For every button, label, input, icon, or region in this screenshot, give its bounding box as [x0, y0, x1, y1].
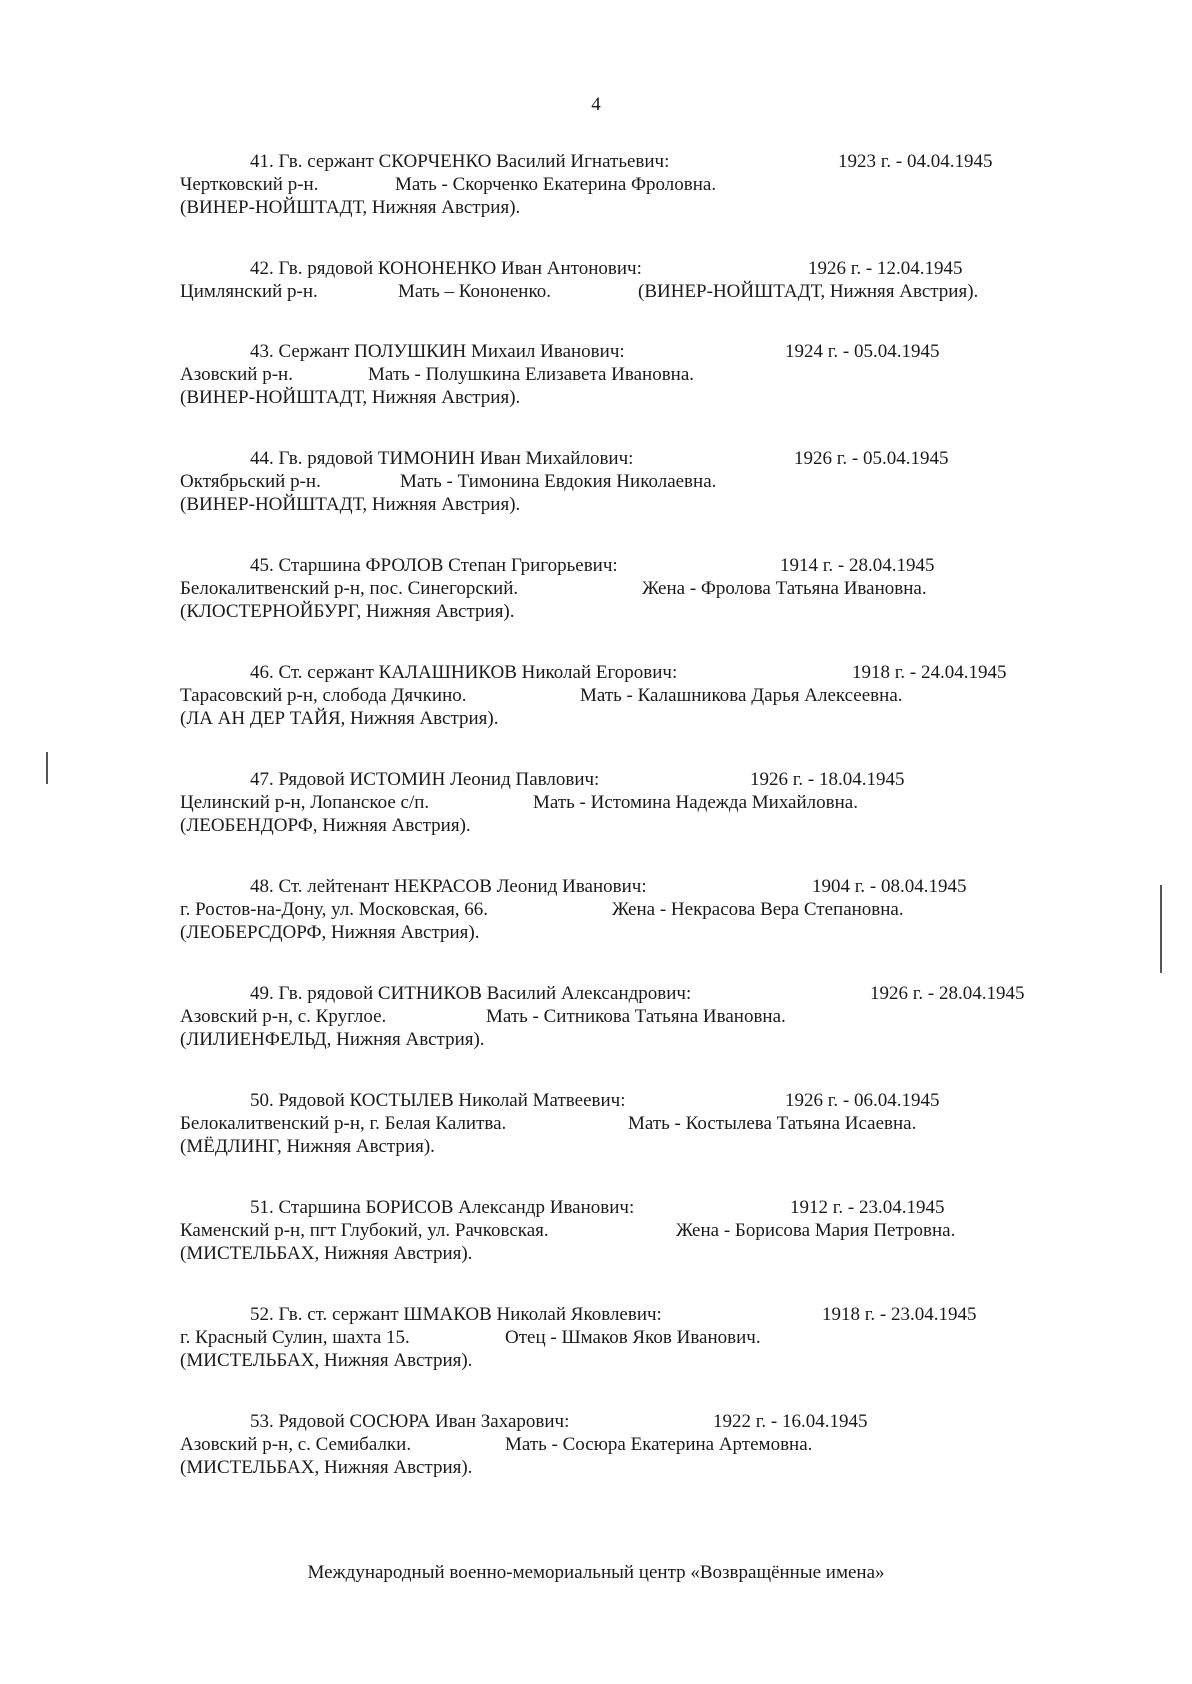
- entry-relative: Мать - Тимонина Евдокия Николаевна.: [400, 471, 717, 492]
- entry-burial-place: (ВИНЕР-НОЙШТАДТ, Нижняя Австрия).: [638, 281, 979, 302]
- entry-dates: 1912 г. - 23.04.1945: [790, 1197, 945, 1218]
- entry-head: 43. Сержант ПОЛУШКИН Михаил Иванович:: [250, 341, 625, 362]
- entry-head: 49. Гв. рядовой СИТНИКОВ Василий Александрович:: [250, 983, 692, 1004]
- entry-dates: 1926 г. - 05.04.1945: [794, 448, 949, 469]
- entry-relative: Жена - Борисова Мария Петровна.: [676, 1220, 956, 1241]
- entry-district: Тарасовский р-н, слобода Дячкино.: [180, 685, 467, 706]
- entry-relative: Мать - Ситникова Татьяна Ивановна.: [486, 1006, 786, 1027]
- entry-burial-place: (КЛОСТЕРНОЙБУРГ, Нижняя Австрия).: [180, 601, 515, 622]
- entry-relative: Мать - Калашникова Дарья Алексеевна.: [580, 685, 903, 706]
- entry-53: [180, 1410, 1080, 1479]
- entry-44: [180, 447, 1080, 516]
- entry-district: Белокалитвенский р-н, пос. Синегорский.: [180, 578, 519, 599]
- scan-mark-left: [46, 752, 48, 784]
- scan-mark-right: [1160, 885, 1162, 973]
- entry-relative: Жена - Фролова Татьяна Ивановна.: [642, 578, 927, 599]
- entry-dates: 1918 г. - 23.04.1945: [822, 1304, 977, 1325]
- entry-head: 46. Ст. сержант КАЛАШНИКОВ Николай Егорович:: [250, 662, 678, 683]
- entry-relative: Мать - Полушкина Елизавета Ивановна.: [368, 364, 695, 385]
- entry-relative: Мать – Кононенко.: [398, 281, 551, 302]
- entry-48: [180, 875, 1080, 944]
- entry-burial-place: (МИСТЕЛЬБАХ, Нижняя Австрия).: [180, 1457, 473, 1478]
- entry-51: [180, 1196, 1080, 1265]
- entry-45: [180, 554, 1080, 623]
- entry-burial-place: (ВИНЕР-НОЙШТАДТ, Нижняя Австрия).: [180, 387, 521, 408]
- entry-district: г. Ростов-на-Дону, ул. Московская, 66.: [180, 899, 489, 920]
- entry-head: 42. Гв. рядовой КОНОНЕНКО Иван Антонович:: [250, 258, 642, 279]
- entry-relative: Мать - Костылева Татьяна Исаевна.: [628, 1113, 917, 1134]
- page-number: 4: [591, 94, 601, 115]
- entry-relative: Жена - Некрасова Вера Степановна.: [612, 899, 904, 920]
- entry-52: [180, 1303, 1080, 1372]
- entry-dates: 1918 г. - 24.04.1945: [852, 662, 1007, 683]
- entry-burial-place: (ЛЕОБЕНДОРФ, Нижняя Австрия).: [180, 815, 471, 836]
- entry-46: [180, 661, 1080, 730]
- entry-burial-place: (ЛЕОБЕРСДОРФ, Нижняя Австрия).: [180, 922, 480, 943]
- entry-head: 48. Ст. лейтенант НЕКРАСОВ Леонид Иванович:: [250, 876, 647, 897]
- entry-district: Цимлянский р-н.: [180, 281, 318, 302]
- entry-burial-place: (ЛА АН ДЕР ТАЙЯ, Нижняя Австрия).: [180, 708, 499, 729]
- entry-district: Азовский р-н, с. Семибалки.: [180, 1434, 412, 1455]
- entry-burial-place: (МИСТЕЛЬБАХ, Нижняя Австрия).: [180, 1350, 473, 1371]
- entry-district: Каменский р-н, пгт Глубокий, ул. Рачковская.: [180, 1220, 549, 1241]
- entry-district: Целинский р-н, Лопанское с/п.: [180, 792, 430, 813]
- entry-relative: Отец - Шмаков Яков Иванович.: [505, 1327, 761, 1348]
- entry-dates: 1923 г. - 04.04.1945: [838, 151, 993, 172]
- entry-dates: 1926 г. - 28.04.1945: [870, 983, 1025, 1004]
- entry-dates: 1926 г. - 18.04.1945: [750, 769, 905, 790]
- entry-dates: 1924 г. - 05.04.1945: [785, 341, 940, 362]
- entry-dates: 1904 г. - 08.04.1945: [812, 876, 967, 897]
- entry-district: Азовский р-н.: [180, 364, 293, 385]
- entry-47: [180, 768, 1080, 837]
- entry-burial-place: (МЁДЛИНГ, Нижняя Австрия).: [180, 1136, 435, 1157]
- entry-42: [180, 257, 1080, 303]
- entry-district: Чертковский р-н.: [180, 174, 319, 195]
- entry-burial-place: (ВИНЕР-НОЙШТАДТ, Нижняя Австрия).: [180, 494, 521, 515]
- entry-district: Азовский р-н, с. Круглое.: [180, 1006, 387, 1027]
- entry-relative: Мать - Истомина Надежда Михайловна.: [533, 792, 858, 813]
- entry-burial-place: (ВИНЕР-НОЙШТАДТ, Нижняя Австрия).: [180, 197, 521, 218]
- entry-relative: Мать - Сосюра Екатерина Артемовна.: [505, 1434, 813, 1455]
- entry-dates: 1914 г. - 28.04.1945: [780, 555, 935, 576]
- entry-49: [180, 982, 1080, 1051]
- entry-burial-place: (ЛИЛИЕНФЕЛЬД, Нижняя Австрия).: [180, 1029, 485, 1050]
- entry-dates: 1922 г. - 16.04.1945: [713, 1411, 868, 1432]
- entry-50: [180, 1089, 1080, 1158]
- entry-41: [180, 150, 1080, 219]
- entry-dates: 1926 г. - 06.04.1945: [785, 1090, 940, 1111]
- entry-head: 45. Старшина ФРОЛОВ Степан Григорьевич:: [250, 555, 618, 576]
- entry-head: 47. Рядовой ИСТОМИН Леонид Павлович:: [250, 769, 600, 790]
- entry-43: [180, 340, 1080, 409]
- entry-head: 51. Старшина БОРИСОВ Александр Иванович:: [250, 1197, 635, 1218]
- entry-district: г. Красный Сулин, шахта 15.: [180, 1327, 410, 1348]
- entry-head: 44. Гв. рядовой ТИМОНИН Иван Михайлович:: [250, 448, 634, 469]
- entry-head: 52. Гв. ст. сержант ШМАКОВ Николай Яковлевич:: [250, 1304, 662, 1325]
- entry-head: 41. Гв. сержант СКОРЧЕНКО Василий Игнатьевич:: [250, 151, 670, 172]
- entry-head: 53. Рядовой СОСЮРА Иван Захарович:: [250, 1411, 570, 1432]
- entry-district: Октябрьский р-н.: [180, 471, 321, 492]
- entry-relative: Мать - Скорченко Екатерина Фроловна.: [395, 174, 717, 195]
- entry-district: Белокалитвенский р-н, г. Белая Калитва.: [180, 1113, 507, 1134]
- footer-organization: Международный военно-мемориальный центр «Возвращённые имена»: [307, 1562, 885, 1583]
- entry-head: 50. Рядовой КОСТЫЛЕВ Николай Матвеевич:: [250, 1090, 626, 1111]
- entry-dates: 1926 г. - 12.04.1945: [808, 258, 963, 279]
- entry-burial-place: (МИСТЕЛЬБАХ, Нижняя Австрия).: [180, 1243, 473, 1264]
